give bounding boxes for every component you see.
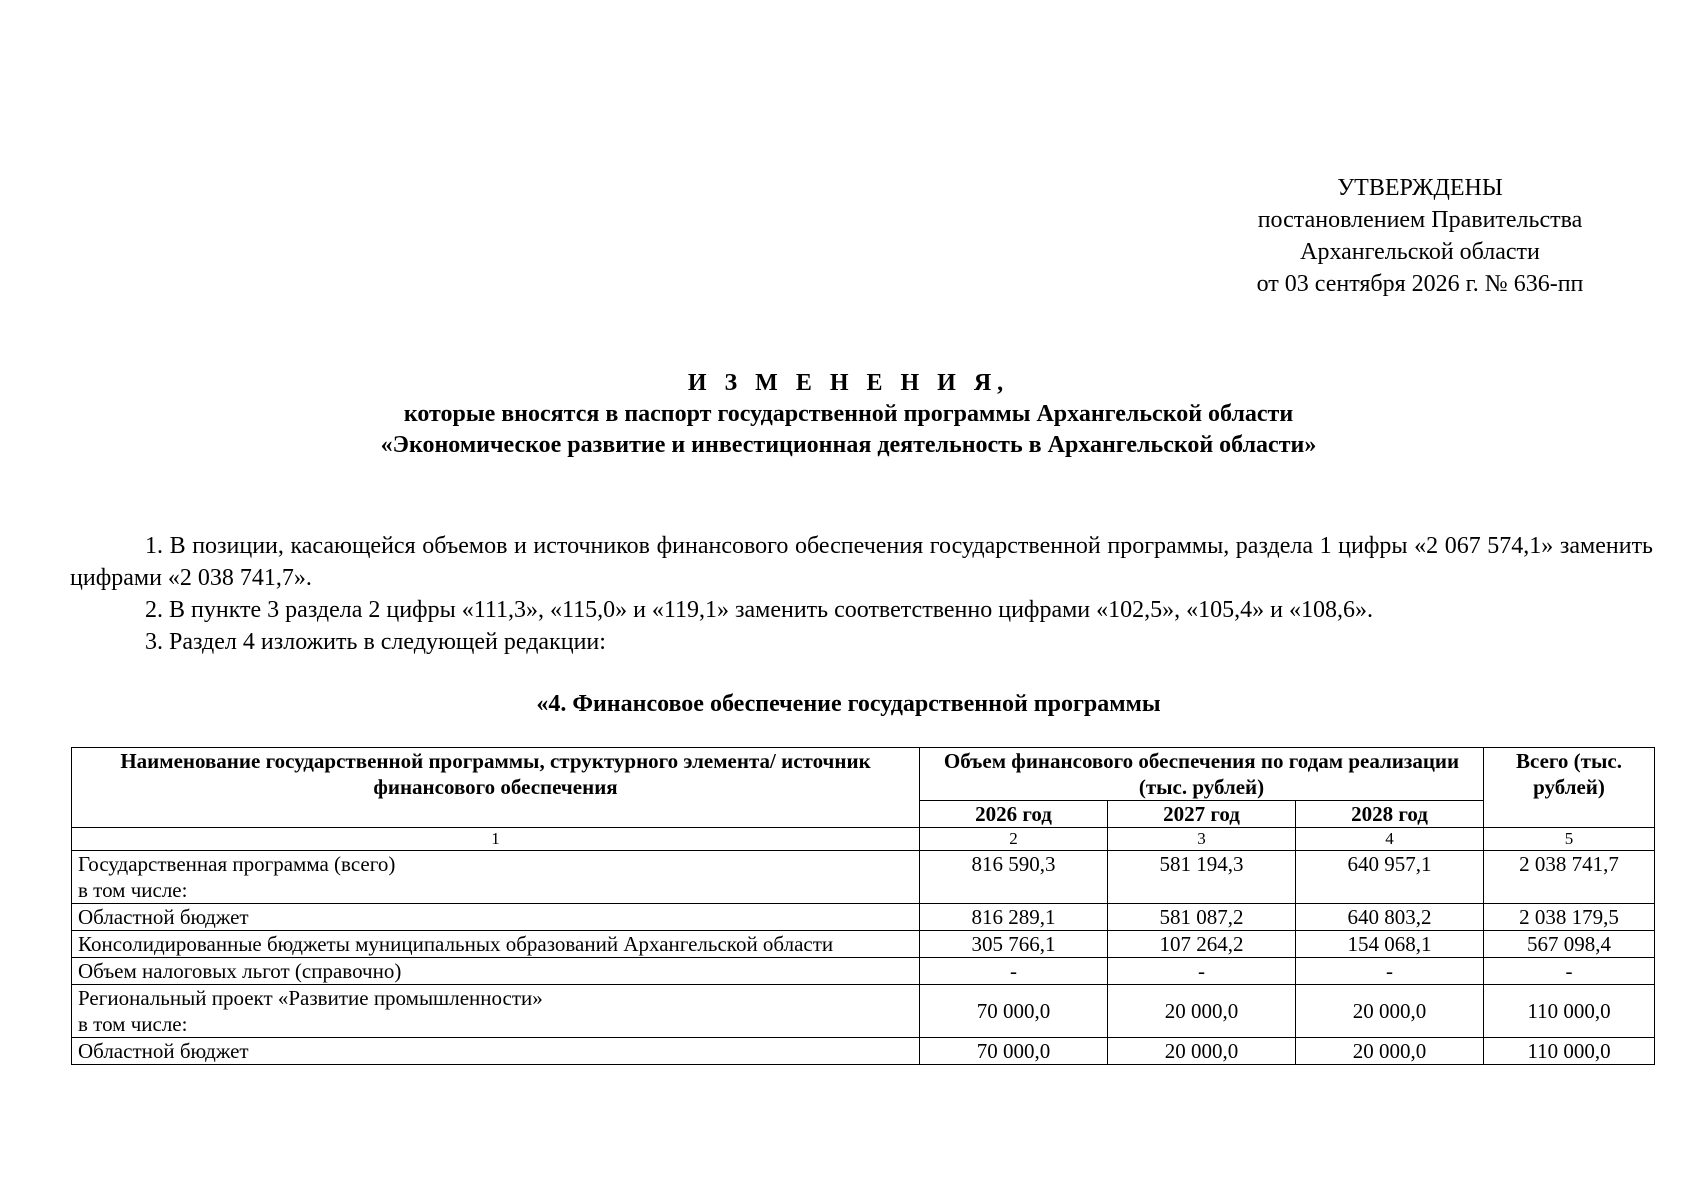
approval-line-3: Архангельской области [1300,239,1540,265]
row-value-2026: 70 000,0 [920,1038,1108,1065]
row-name: Консолидированные бюджеты муниципальных образований Архангельской области [72,931,920,958]
document-title [0,368,1697,461]
title-line-2: которые вносятся в паспорт государственной программы Архангельской области [403,401,1294,427]
row-value-total: 110 000,0 [1484,1038,1655,1065]
header-total: Всего (тыс. рублей) [1484,748,1655,828]
row-value-2028: 640 957,1 [1296,851,1484,904]
row-name-text: Государственная программа (всего) [78,852,396,876]
paragraph-3: 3. Раздел 4 изложить в следующей редакции: [145,629,606,655]
approval-line-1: УТВЕРЖДЕНЫ [1337,175,1503,201]
row-value-2027: 581 194,3 [1108,851,1296,904]
row-value-2028: 20 000,0 [1296,985,1484,1038]
approval-line-4: от 03 сентября 2026 г. № 636-пп [1256,271,1584,297]
financing-table [71,747,1655,1065]
row-name [72,985,920,1038]
row-name-sub: в том числе: [78,1012,188,1036]
row-value-2026: 70 000,0 [920,985,1108,1038]
column-number: 4 [1296,828,1484,851]
row-name-sub: в том числе: [78,878,188,902]
header-year-2027: 2027 год [1108,801,1296,828]
column-number: 5 [1484,828,1655,851]
section-title: «4. Финансовое обеспечение государственной программы [536,691,1161,717]
row-value-2026: 305 766,1 [920,931,1108,958]
table-row [72,931,1655,958]
row-value-2027: 20 000,0 [1108,985,1296,1038]
table-row [72,1038,1655,1065]
column-number: 1 [72,828,920,851]
table-header-row [72,748,1655,801]
title-line-3: «Экономическое развитие и инвестиционная деятельность в Архангельской области» [380,432,1317,458]
row-value-2027: 107 264,2 [1108,931,1296,958]
row-name: Областной бюджет [72,904,920,931]
row-value-2027: 581 087,2 [1108,904,1296,931]
paragraph-1: 1. В позиции, касающейся объемов и источников финансового обеспечения государственной программы, раздела 1 цифры «2 067 574,1» заменить цифрами «2 038 741,7». [70,533,1653,591]
header-year-2026: 2026 год [920,801,1108,828]
table-row [72,985,1655,1038]
row-name: Областной бюджет [72,1038,920,1065]
row-value-2027: 20 000,0 [1108,1038,1296,1065]
column-number: 2 [920,828,1108,851]
header-years-group: Объем финансового обеспечения по годам реализации (тыс. рублей) [920,748,1484,801]
row-value-2028: - [1296,958,1484,985]
approval-line-2: постановлением Правительства [1257,207,1583,233]
title-heading: И З М Е Н Е Н И Я, [687,370,1010,396]
row-name: Объем налоговых льгот (справочно) [72,958,920,985]
row-value-total: - [1484,958,1655,985]
row-value-total: 2 038 741,7 [1484,851,1655,904]
row-value-total: 567 098,4 [1484,931,1655,958]
paragraph-2: 2. В пункте 3 раздела 2 цифры «111,3», «115,0» и «119,1» заменить соответственно цифрами «102,5», «105,4» и «108,6». [145,597,1373,623]
amendment-paragraphs [70,530,1653,658]
row-value-total: 110 000,0 [1484,985,1655,1038]
column-numbers-row [72,828,1655,851]
table-row [72,904,1655,931]
table-row [72,958,1655,985]
row-value-2026: 816 289,1 [920,904,1108,931]
row-value-2027: - [1108,958,1296,985]
row-value-2028: 20 000,0 [1296,1038,1484,1065]
row-value-2028: 154 068,1 [1296,931,1484,958]
header-name-column: Наименование государственной программы, структурного элемента/ источник финансового обеспечения [72,748,920,828]
row-name-text: Региональный проект «Развитие промышленности» [78,986,543,1010]
row-value-2026: 816 590,3 [920,851,1108,904]
table-row [72,851,1655,904]
row-value-total: 2 038 179,5 [1484,904,1655,931]
column-number: 3 [1108,828,1296,851]
row-value-2026: - [920,958,1108,985]
header-year-2028: 2028 год [1296,801,1484,828]
row-value-2028: 640 803,2 [1296,904,1484,931]
approval-stamp [1220,172,1620,300]
row-name [72,851,920,904]
